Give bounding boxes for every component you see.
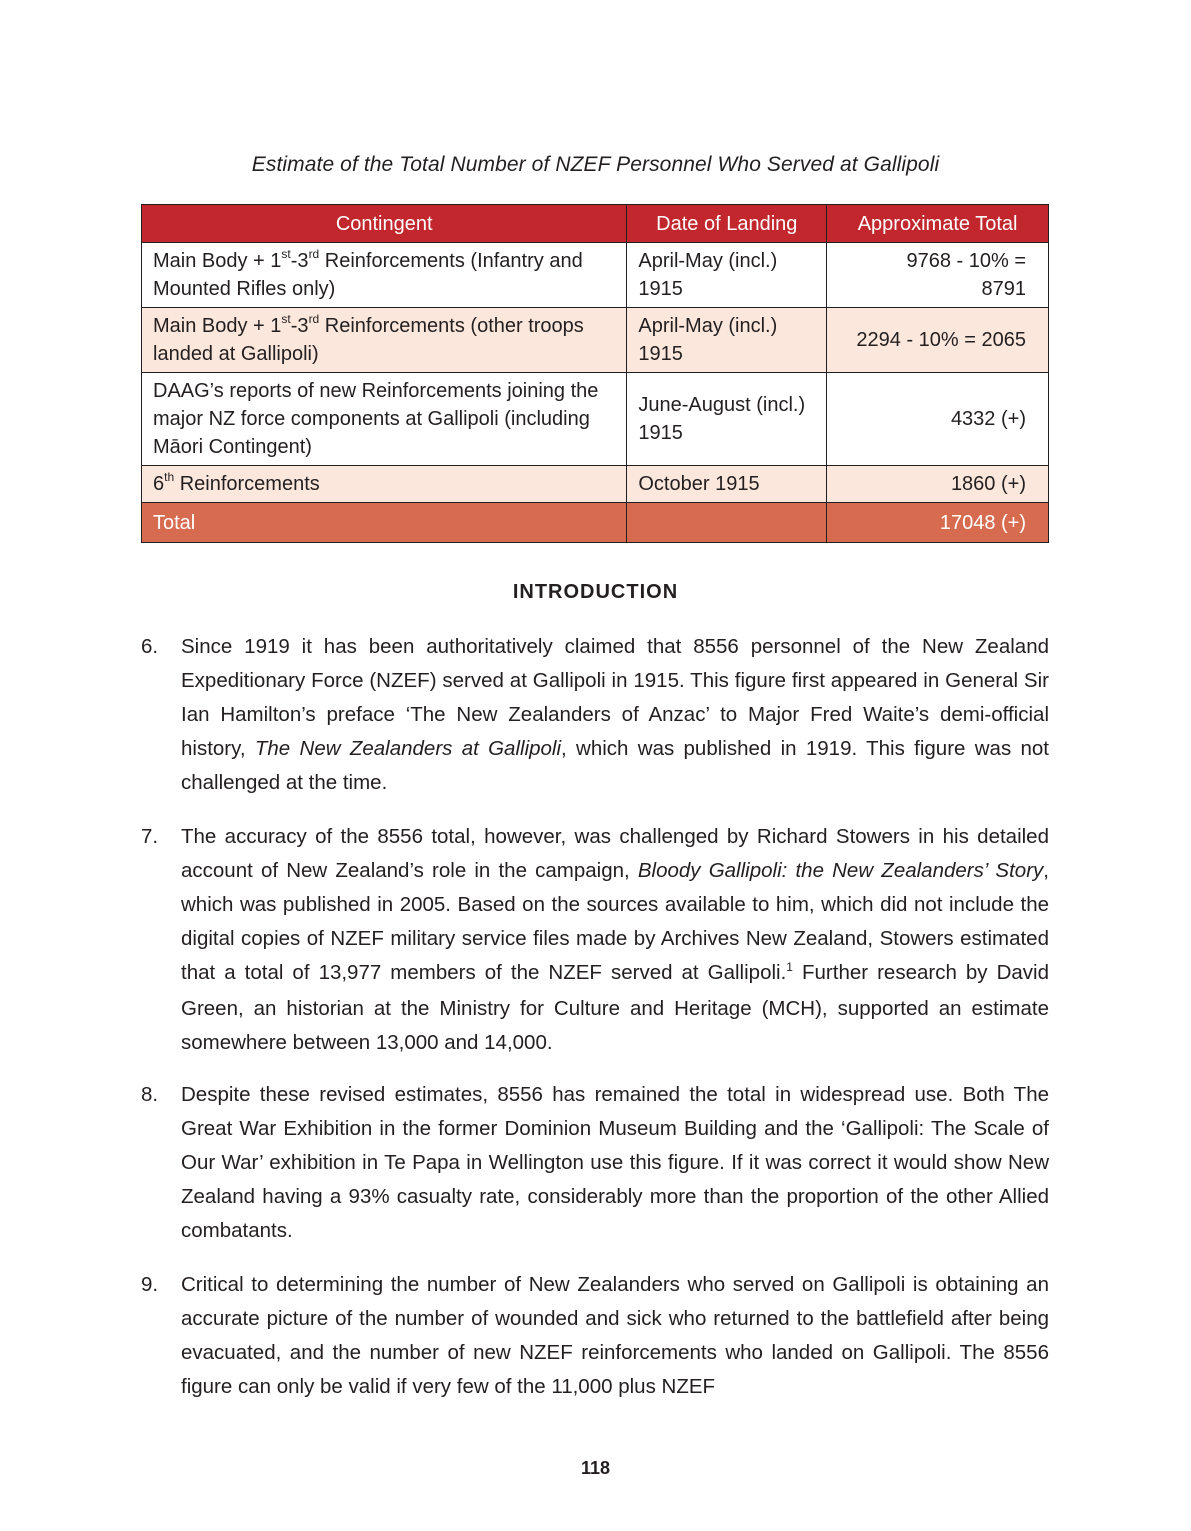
paragraph-text: Critical to determining the number of New Zealanders who served on Gallipoli is obtaining an accurate picture of the number of wounded and sick who returned to the battlefield after being evacuated, and the number of new NZEF reinforcements who landed on Gallipoli. The 8556 figure can only be valid if very few of the 11,000 plus NZEF bbox=[181, 1273, 1049, 1398]
paragraph-number: 6. bbox=[141, 635, 159, 658]
date-cell: October 1915 bbox=[627, 466, 827, 503]
page-number: 118 bbox=[580, 1458, 611, 1478]
table-row bbox=[142, 243, 1049, 308]
total-cell: 1860 (+) bbox=[827, 466, 1049, 503]
contingent-cell: DAAG’s reports of new Reinforcements joining the major NZ force components at Gallipoli (including Māori Contingent) bbox=[142, 373, 627, 466]
table-header-row bbox=[142, 205, 1049, 243]
total-cell: 9768 - 10% = 8791 bbox=[827, 243, 1049, 308]
book-title: The New Zealanders at Gallipoli bbox=[254, 737, 562, 760]
table-row bbox=[142, 373, 1049, 466]
paragraph-9 bbox=[141, 1268, 1049, 1404]
column-header-date: Date of Landing bbox=[627, 205, 827, 243]
paragraph-8 bbox=[141, 1078, 1049, 1248]
date-cell: April-May (incl.) 1915 bbox=[627, 308, 827, 373]
date-cell: June-August (incl.) 1915 bbox=[627, 373, 827, 466]
column-header-total: Approximate Total bbox=[827, 205, 1049, 243]
gallipoli-personnel-table bbox=[141, 204, 1049, 543]
paragraph-7 bbox=[141, 820, 1049, 1060]
paragraph-number: 7. bbox=[141, 825, 159, 848]
contingent-cell: Main Body + 1st-3rd Reinforcements (Infantry and Mounted Rifles only) bbox=[142, 243, 627, 308]
total-date-cell bbox=[627, 503, 827, 543]
paragraph-number: 8. bbox=[141, 1083, 159, 1106]
grand-total-cell: 17048 (+) bbox=[827, 503, 1049, 543]
total-cell: 4332 (+) bbox=[827, 373, 1049, 466]
table-row bbox=[142, 308, 1049, 373]
paragraph-text: Since 1919 it has been authoritatively claimed that 8556 personnel of the New Zealand Expeditionary Force (NZEF) served at Gallipoli in 1915. This figure first appeared in General Sir Ian Hamilton’s preface ‘The New Zealanders of Anzac’ to Major Fred Waite’s demi-official history, The New Zealanders at Gallipoli, which was published in 1919. This figure was not challenged at the time. bbox=[181, 635, 1050, 794]
paragraph-number: 9. bbox=[141, 1273, 159, 1296]
book-title: Bloody Gallipoli: the New Zealanders’ Story bbox=[637, 859, 1044, 882]
section-heading: INTRODUCTION bbox=[512, 581, 679, 603]
paragraph-6 bbox=[141, 630, 1049, 800]
total-cell: 2294 - 10% = 2065 bbox=[827, 308, 1049, 373]
footnote-marker: 1 bbox=[786, 960, 793, 974]
table-caption: Estimate of the Total Number of NZEF Personnel Who Served at Gallipoli bbox=[251, 153, 940, 176]
contingent-cell: 6th Reinforcements bbox=[142, 466, 627, 503]
table-row bbox=[142, 466, 1049, 503]
paragraph-text: The accuracy of the 8556 total, however, was challenged by Richard Stowers in his detailed account of New Zealand’s role in the campaign, Bloody Gallipoli: the New Zealanders’ Story, which was published in 2005. Based on the sources available to him, which did not include the digital copies of NZEF military service files made by Archives New Zealand, Stowers estimated that a total of 13,977 members of the NZEF served at Gallipoli.$^1$ Further research by David Green, an historian at the Ministry for Culture and Heritage (MCH), supported an estimate somewhere between 13,000 and 14,000. bbox=[181, 825, 1049, 1054]
contingent-cell: Main Body + 1st-3rd Reinforcements (other troops landed at Gallipoli) bbox=[142, 308, 627, 373]
table-total-row bbox=[142, 503, 1049, 543]
paragraph-text: Despite these revised estimates, 8556 has remained the total in widespread use. Both The Great War Exhibition in the former Dominion Museum Building and the ‘Gallipoli: The Scale of Our War’ exhibition in Te Papa in Wellington use this figure. If it was correct it would show New Zealand having a 93% casualty rate, considerably more than the proportion of the other Allied combatants. bbox=[181, 1083, 1049, 1242]
column-header-contingent: Contingent bbox=[142, 205, 627, 243]
total-label-cell: Total bbox=[142, 503, 627, 543]
date-cell: April-May (incl.) 1915 bbox=[627, 243, 827, 308]
